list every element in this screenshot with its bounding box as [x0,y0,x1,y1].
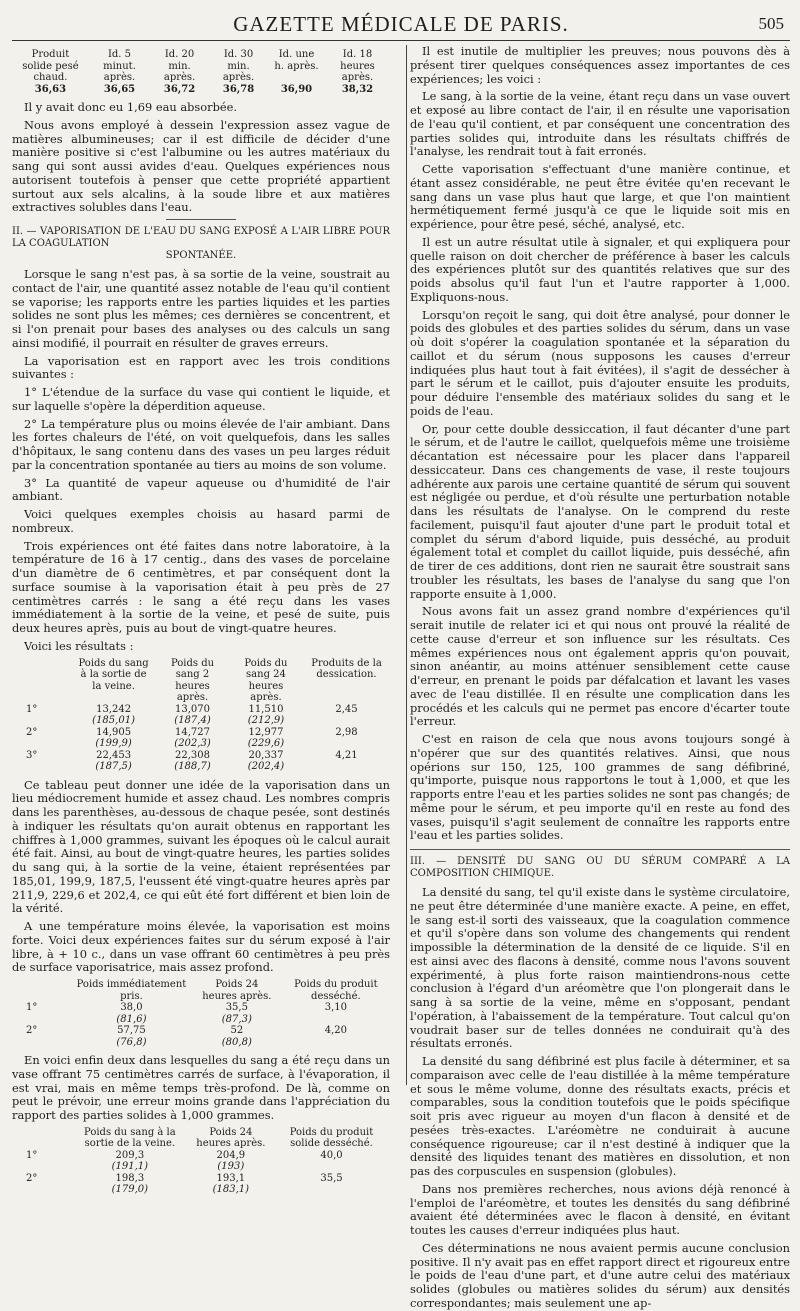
section-heading [12,226,390,262]
separator [410,849,790,850]
table-cell: 52 [230,1025,244,1036]
table-header: Poids du sang 24 heures après. [244,657,288,703]
table-cell: 198,3 [115,1172,145,1184]
table-cell: 22,308 [175,749,211,761]
table-header: Id. 18 heures après. [340,49,375,83]
table-cell [303,715,390,727]
table-cell: (187,4) [174,715,211,726]
table-header: Produit solide pesé chaud. [22,49,79,83]
paragraph: C'est en raison de cela que nous avons toujours songé à n'opérer que sur des quantités relatives. Ainsi, que nous opérions sur 150, 125, 100 grammes de sang défibriné, qu'importe, puisque nous rapportons le tout à 1,000, et que les rapports entre l'eau et les parties solides ne sont pas changés; de même pour le sérum, et peu importe qu'il en reste au fond des vases, puisqu'il s'agit seulement de connaître les rapports entre l'eau et les parties solides. [410,732,790,843]
paragraph: Le sang, à la sortie de la veine, étant reçu dans un vase ouvert et exposé au libre contact de l'air, il en résulte une vaporisation de l'eau qu'il contient, et par conséquent une concentration des parties solides qui, introduite dans les résultats chiffrés de l'analyse, les rendrait tout à fait erronés. [410,89,790,159]
paragraph: Voici quelques exemples choisis au hasard parmi de nombreux. [12,507,390,535]
table-cell: 3,10 [324,1002,347,1013]
table-cell: 3° [26,749,38,761]
paragraph: 3° La quantité de vapeur aqueuse ou d'humidité de l'air ambiant. [12,475,390,504]
table-cell: 40,0 [320,1149,343,1161]
table-row [12,1037,390,1049]
table-header: Id. 20 min. après. [163,49,196,83]
table-cell: 36,90 [280,83,313,95]
table-cell: 2° [26,1025,38,1036]
table-row [12,1025,390,1037]
table-header: Produits de la dessication. [311,657,382,680]
right-column [400,44,790,1310]
table-cell [12,1037,71,1049]
table-cell: (185,01) [92,715,135,726]
table-header: Poids du sang 2 heures après. [170,657,215,703]
table-row [12,715,390,727]
table-header [12,1127,71,1150]
table-header: Poids 24 heures après. [196,1126,266,1150]
table-cell [273,1184,390,1196]
paragraph: Trois expériences ont été faites dans notre laboratoire, à la température de 16 à 17 centig., dans des vases de porcelaine d'un diamètre de 6 centimètres, et par conséquent dont la surface soumise à la vaporisation était à peu près de 27 centimètres carrés : le sang a été reçu dans les vases immédiatement à la sortie de la veine, et pesé de suite, puis deux heures après, puis au bout de vingt-quatre heures. [12,538,390,635]
table-cell: 36,65 [103,83,136,95]
table-cell: 38,32 [341,83,374,95]
table-cell: 2° [26,1172,38,1184]
table-cell: 1° [26,1149,38,1161]
page-number: 505 [758,14,784,33]
table-cell [303,761,390,773]
paragraph: 2° La température plus ou moins élevée de l'air ambiant. Dans les fortes chaleurs de l'été, on voit quelquefois, dans les salles d'hôpitaux, le sang contenu dans des vases un peu larges réduit par la concentration spontanée au tiers au moins de son volume. [12,416,390,472]
absorption-table [12,49,390,95]
table-header: Poids du sang à la sortie de la veine. [84,1126,176,1150]
table-cell: (199,9) [95,738,132,749]
masthead [12,10,790,41]
table-cell: 36,63 [34,83,67,95]
table-cell [12,1161,71,1173]
table-cell: (193) [217,1161,245,1173]
table-cell [282,1014,390,1026]
table-cell: 209,3 [115,1149,145,1161]
table-cell: (187,5) [95,761,132,772]
table-cell: (76,8) [116,1036,147,1048]
table-cell: 22,453 [96,749,132,761]
table-cell: 4,20 [324,1025,347,1036]
table-row [12,750,390,762]
table-header: Poids du sang à la sortie de la veine. [78,657,149,692]
table-header [12,979,71,1002]
table-header: Poids du produit solide desséché. [289,1126,374,1150]
table-header: Id. 30 min. après. [222,49,255,83]
paragraph: Il est inutile de multiplier les preuves; nous pouvons dès à présent tirer quelques conséquences assez importantes de ces expériences; les voici : [410,44,790,86]
paragraph: Il y avait donc eu 1,69 eau absorbée. [24,100,237,114]
table-cell: 204,9 [216,1149,246,1161]
section-heading-line: SPONTANÉE. [165,250,237,261]
table-cell: 1° [26,1002,38,1013]
table-row [12,1161,390,1173]
table-row [12,1173,390,1185]
table-cell: (188,7) [174,761,211,772]
table-cell: 20,337 [248,749,284,761]
table-cell: (212,9) [247,715,285,726]
table-header: Id. 5 minut. après. [103,49,136,83]
table-cell: (191,1) [111,1161,149,1173]
article-columns [12,44,790,1310]
table-cell [303,738,390,750]
table-cell [282,1037,390,1049]
table-row [12,704,390,716]
table-header [12,658,71,704]
table-cell: 14,905 [96,726,132,738]
paragraph: La vaporisation est en rapport avec les trois conditions suivantes : [12,353,390,382]
table-cell: (183,1) [212,1184,250,1196]
table-cell: (80,8) [221,1036,252,1048]
table-cell: 193,1 [216,1172,246,1184]
table-cell: 13,070 [175,703,211,715]
paragraph: Dans nos premières recherches, nous avions déjà renoncé à l'emploi de l'aréomètre, et toutes les densités du sang défibriné avaient été déterminées avec le flacon à densité, en évitant toutes les causes d'erreur indiquées plus haut. [410,1181,790,1237]
section-heading-line: II. — VAPORISATION DE L'EAU DU SANG EXPOSÉ A L'AIR LIBRE POUR LA COAGULATION [12,226,390,249]
paragraph: Or, pour cette double dessiccation, il faut décanter d'une part le sérum, et de l'autre le caillot, quelquefois même une troisième décantation est nécessaire pour les placer dans l'appareil dessiccateur. Dans ces changements de vase, il reste toujours adhérente aux parois une certaine quantité de sérum qui souvent est négligée ou perdue, et d'où résulte une perturbation notable dans les résultats de l'analyse. On le comprend du reste facilement, puisqu'il faut ajouter d'une part le produit total et complet du sérum d'abord liquide, puis desséché, au produit également total et complet du caillot liquide, puis desséché, afin de tirer de ces additions, dont rien ne saurait être soustrait sans troubler les résultats, les bases de l'analyse du sang que l'on rapporte ensuite à 1,000. [410,421,790,601]
table-row [12,1150,390,1162]
table-cell: 38,0 [120,1002,143,1013]
vaporisation-table-3 [12,1127,390,1196]
table-cell: 4,21 [335,749,358,761]
table-cell [12,1184,71,1196]
paragraph: Cette vaporisation s'effectuant d'une manière continue, et étant assez considérable, ne peut être évitée qu'en recevant le sang dans un vase plus haut que large, et que l'on maintient hermétiquement fermé jusqu'à ce que le liquide soit mis en expérience, pour être pesé, séché, analysé, etc. [410,162,790,231]
journal-title: GAZETTE MÉDICALE DE PARIS. [233,12,569,36]
table-cell: (202,4) [247,761,285,772]
table-header: Poids immédiatement pris. [76,979,187,1002]
table-row [12,727,390,739]
table-cell: 11,510 [248,703,284,715]
paragraph: Lorsqu'on reçoit le sang, qui doit être analysé, pour donner le poids des globules et des parties solides du sérum, dans un vase où doit s'opérer la coagulation spontanée et la séparation du caillot et du sérum (nous supposons les causes d'erreur indiquées plus haut tout à fait évitées), il s'agit de dessécher à part le sérum et le caillot, puis d'ajouter ensuite les produits, pour déduire l'ensemble des matériaux solides du sang et le poids de l'eau. [410,307,790,418]
table-cell: 14,727 [175,726,211,738]
paragraph: Nous avons fait un assez grand nombre d'expériences qu'il serait inutile de relater ici et qui nous ont prouvé la réalité de cette cause d'erreur et son influence sur les résultats. Ces mêmes expériences nous ont également appris qu'on pouvait, sinon anéantir, au moins atténuer sensiblement cette cause d'erreur, en prenant le poids par défalcation et lavant les vases avec de l'eau distillée. Il en résulte une complication dans les procédés et les calculs qui ne permet pas encore d'écarter toute l'erreur. [410,604,790,729]
table-row [12,1184,390,1196]
table-cell: 12,977 [248,726,284,738]
table-cell: (179,0) [111,1184,149,1196]
paragraph: Voici les résultats : [24,638,134,653]
column-rule [406,45,407,1085]
paragraph: La densité du sang, tel qu'il existe dans le système circulatoire, ne peut être déterminée d'une manière exacte. A peine, en effet, le sang est-il sorti des vaisseaux, que la coagulation commence et qu'il s'opère dans son volume des changements qui rendent impossible la détermination de la densité de ce liquide. S'il en est ainsi avec des flacons à densité, comme nous l'avons souvent expérimenté, à plus forte raison maintiendrons-nous cette conclusion à l'égard d'un aréomètre que l'on plongerait dans le sang à sa sortie de la veine, même en s'opposant, pendant l'opération, à l'abaissement de la température. Tout calcul qu'on voudrait baser sur de telles données ne conduirait qu'à des résultats erronés. [410,885,790,1051]
paragraph: En voici enfin deux dans lesquelles du sang a été reçu dans un vase offrant 75 centimètres carrés de surface, à l'évaporation, il est vrai, mais en même temps très-profond. De là, comme on peut le prévoir, une erreur moins grande dans l'appréciation du rapport des parties solides à 1,000 grammes. [12,1053,390,1122]
paragraph: Il est un autre résultat utile à signaler, et qui expliquera pour quelle raison on doit chercher de préférence à baser les calculs des expériences plutôt sur des quantités relatives que sur des poids absolus qu'il faut l'un et l'autre rapporter à 1,000. Expliquons-nous. [410,234,790,304]
table-row [12,1014,390,1026]
paragraph: Ces déterminations ne nous avaient permis aucune conclusion positive. Il n'y avait pas en effet rapport direct et rigoureux entre le poids de l'eau d'une part, et d'une autre celui des matériaux solides (globules ou matières solides du sérum) aux densités correspondantes; mais seulement une ap- [410,1240,790,1310]
table-cell: 2,45 [335,703,358,715]
table-cell: 2,98 [335,726,358,738]
paragraph: La densité du sang défibriné est plus facile à déterminer, et sa comparaison avec celle de l'eau distillée à la même température et sous le même volume, donne des résultats exacts, précis et comparables, sous la condition toutefois que le poids spécifique soit pris avec rigueur au moyen d'un flacon à densité et de pesées très-exactes. L'aréomètre ne conduirait à aucune conséquence rigoureuse; car il n'est destiné à indiquer que la densité des liquides tenant des matières en dissolution, et non pas des corpuscules en suspension (globules). [410,1054,790,1178]
table-cell: 36,72 [163,83,196,95]
section-heading: III. — DENSITÉ DU SANG OU DU SÉRUM COMPARÉ A LA COMPOSITION CHIMIQUE. [410,856,790,879]
left-column [12,45,400,1196]
table-cell [12,738,71,750]
paragraph: 1° L'étendue de la surface du vase qui contient le liquide, et sur laquelle s'opère la déperdition aqueuse. [12,385,390,413]
separator [166,219,236,220]
table-row [12,1002,390,1014]
table-cell: (81,6) [116,1013,147,1025]
table-cell [12,1014,71,1026]
vaporisation-table-1 [12,658,390,773]
table-header: Id. une h. après. [274,49,319,72]
table-cell: 35,5 [225,1002,248,1013]
paragraph: A une température moins élevée, la vaporisation est moins forte. Voici deux expériences faites sur du sérum exposé à l'air libre, à + 10 c., dans un vase offrant 60 centimètres à peu près de surface vaporisatrice, mais assez profond. [12,919,390,975]
table-cell: 13,242 [96,703,132,715]
table-cell: 57,75 [117,1025,146,1036]
table-cell: 1° [26,703,38,715]
table-cell: (202,3) [174,738,211,749]
paragraph: Ce tableau peut donner une idée de la vaporisation dans un lieu médiocrement humide et assez chaud. Les nombres compris dans les parenthèses, au-dessous de chaque pesée, sont destinés à indiquer les résultats qu'on aurait obtenus en rapportant les chiffres à 1,000 grammes, suivant les époques où le calcul aurait été fait. Ainsi, au bout de vingt-quatre heures, les parties solides du sang qui, à la sortie de la veine, étaient représentées par 185,01, 199,9, 187,5, l'eussent été vingt-quatre heures après par 211,9, 229,6 et 202,4, ce qui eût été fort différent et bien loin de la vérité. [12,777,390,916]
table-header: Poids 24 heures après. [202,979,272,1002]
table-cell: 35,5 [320,1172,343,1184]
table-cell: (87,3) [221,1013,252,1025]
paragraph: Lorsque le sang n'est pas, à sa sortie de la veine, soustrait au contact de l'air, une quantité assez notable de l'eau qu'il contient se vaporise; les rapports entre les parties liquides et les parties solides ne sont plus les mêmes; ces dernières se concentrent, et si l'on prenait pour bases des analyses ou des calculs un sang ainsi modifié, il pourrait en résulter de graves erreurs. [12,267,390,350]
table-cell: (229,6) [247,738,285,749]
table-header: Poids du produit desséché. [294,979,378,1002]
table-cell [12,761,71,773]
table-cell: 36,78 [222,83,255,95]
table-row [12,738,390,750]
table-cell [273,1161,390,1173]
vaporisation-table-2 [12,979,390,1048]
paragraph: Nous avons employé à dessein l'expression assez vague de matières albumineuses; car il est difficile de décider d'une manière positive si c'est l'albumine ou les autres matériaux du sang qui sont aussi avides d'eau. Quelques expériences nous autorisent toutefois à penser que cette propriété appartient surtout aux sels alcalins, à la soude libre et aux matières extractives solubles dans l'eau. [12,117,390,215]
table-cell: 2° [26,726,38,738]
table-row [12,761,390,773]
table-cell [12,715,71,727]
